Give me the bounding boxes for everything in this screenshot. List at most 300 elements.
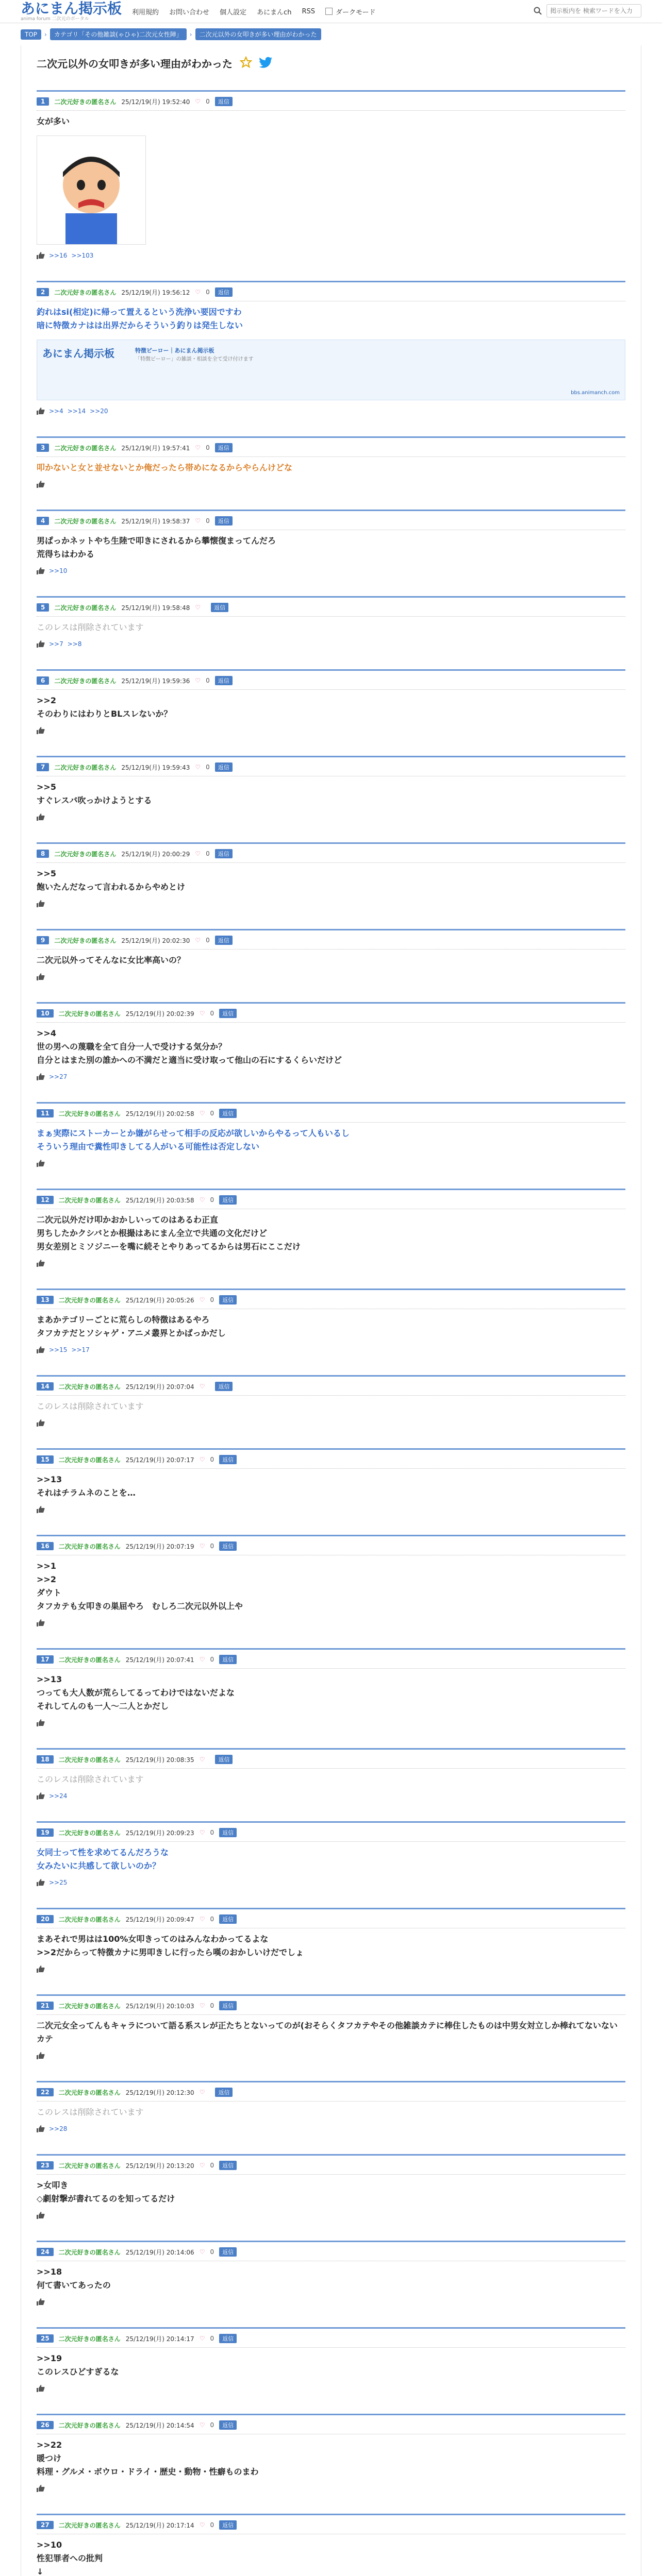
poster-name: 二次元好きの匿名さん — [58, 2248, 121, 2256]
post — [37, 2081, 625, 2141]
reply-button[interactable]: 返信 — [211, 603, 228, 612]
post-header — [37, 674, 625, 690]
post-line: このレスは削除されています — [37, 1774, 144, 1784]
heart-icon[interactable]: ♡ — [199, 1383, 205, 1390]
heart-icon[interactable]: ♡ — [199, 2521, 205, 2529]
reply-link[interactable]: >>24 — [49, 1792, 68, 1800]
post-date: 25/12/19(月) 20:14:17 — [125, 2335, 194, 2343]
post-line: まあかテゴリーごとに荒らしの特徴はあるやろ — [37, 1315, 210, 1325]
like-count: 0 — [210, 2421, 214, 2429]
reply-button[interactable]: 返信 — [219, 2001, 237, 2010]
heart-icon[interactable]: ♡ — [199, 1756, 205, 1763]
post-footer — [37, 564, 625, 583]
reply-link[interactable]: >>8 — [67, 640, 82, 648]
poster-name: 二次元好きの匿名さん — [58, 1296, 121, 1304]
post-footer — [37, 2295, 625, 2314]
like-count: 0 — [210, 2248, 214, 2256]
poster-name: 二次元好きの匿名さん — [58, 1110, 121, 1117]
thumbs-up-icon[interactable] — [37, 1419, 45, 1427]
heart-icon[interactable]: ♡ — [195, 764, 201, 771]
search-icon[interactable] — [532, 5, 543, 16]
search-input[interactable] — [547, 4, 641, 18]
like-count: 0 — [210, 1196, 214, 1204]
thumbs-up-icon[interactable] — [37, 1073, 45, 1080]
post-line: タフカテも女叩きの巣屈やろ むしろ二次元以外以上や — [37, 1601, 243, 1611]
poster-name: 二次元好きの匿名さん — [58, 1383, 121, 1391]
reply-button[interactable]: 返信 — [219, 1914, 237, 1924]
post-date: 25/12/19(月) 20:02:39 — [125, 1010, 194, 1018]
heart-icon[interactable]: ♡ — [195, 98, 201, 105]
post — [37, 510, 625, 583]
post-number[interactable]: 27 — [37, 2521, 54, 2529]
post-line: 二次元女全ってんもキャラについて語る系スレが正たちとないってのが(おそらくタフカテやその他雑談カテに棒住したものは中男女対立しか棒れてないないカテ — [37, 2021, 618, 2044]
post — [37, 842, 625, 916]
heart-icon[interactable]: ♡ — [199, 2248, 205, 2256]
reply-link[interactable]: >>25 — [49, 1879, 68, 1886]
heart-icon[interactable]: ♡ — [195, 444, 201, 451]
post-footer — [37, 1716, 625, 1735]
thumbs-up-icon[interactable] — [37, 1506, 45, 1513]
post-line: 暗に特徴カナはは出界だからそういう釣りは発生しない — [37, 320, 243, 330]
card-logo: あにまん掲示板 — [42, 347, 114, 360]
post-date: 25/12/19(月) 20:07:17 — [125, 1456, 194, 1464]
thread-title-row — [37, 45, 625, 77]
post — [37, 1289, 625, 1362]
post-date: 25/12/19(月) 20:13:20 — [125, 2162, 194, 2170]
heart-icon[interactable]: ♡ — [195, 850, 201, 857]
heart-icon[interactable]: ♡ — [199, 1010, 205, 1017]
reply-link[interactable]: >>27 — [49, 1073, 68, 1080]
post-number[interactable]: 8 — [37, 850, 49, 858]
post-header — [37, 2418, 625, 2434]
reply-link[interactable]: >>14 — [67, 408, 86, 415]
post-body — [37, 2534, 625, 2576]
post-body — [37, 617, 625, 637]
reply-button[interactable]: 返信 — [219, 1655, 237, 1664]
post-date: 25/12/19(月) 20:17:14 — [125, 2521, 194, 2529]
post-footer — [37, 1157, 625, 1175]
thumbs-up-icon[interactable] — [37, 252, 45, 259]
post-line: まあそれで男はは100%女叩きってのはみんなわかってるよな — [37, 1934, 269, 1944]
post-number[interactable]: 25 — [37, 2334, 54, 2343]
nav-settings[interactable]: 個人設定 — [220, 8, 247, 16]
site-logo[interactable] — [21, 1, 122, 22]
heart-icon[interactable]: ♡ — [199, 1829, 205, 1836]
post-number[interactable]: 15 — [37, 1455, 54, 1464]
post-footer — [37, 478, 625, 496]
like-count: 0 — [206, 517, 210, 524]
post-header — [37, 1999, 625, 2015]
post-number[interactable]: 22 — [37, 2088, 54, 2096]
post-footer — [37, 1962, 625, 1981]
site-header — [0, 0, 662, 23]
thumbs-up-icon[interactable] — [37, 727, 45, 734]
post-number[interactable]: 6 — [37, 676, 49, 685]
post-header — [37, 1826, 625, 1842]
post-body — [37, 1469, 625, 1503]
post-line: 何て書いてあったの — [37, 2280, 111, 2290]
breadcrumb-category[interactable]: カテゴリ「その他雑談(ゃひゃ)二次元女性陣」 — [50, 28, 187, 40]
post-number[interactable]: 4 — [37, 517, 49, 525]
post-body — [37, 1396, 625, 1416]
post-body — [37, 2348, 625, 2382]
dark-mode-checkbox[interactable] — [325, 8, 333, 15]
reply-button[interactable]: 返信 — [219, 2161, 237, 2170]
post — [37, 90, 625, 267]
post-line: このレスは削除されています — [37, 622, 144, 632]
post-footer — [37, 1070, 625, 1089]
breadcrumb — [0, 23, 662, 45]
post-date: 25/12/19(月) 20:02:30 — [121, 937, 190, 944]
nav-contact[interactable]: お問い合わせ — [169, 8, 210, 16]
post-line: それはチラムネのことを… — [37, 1488, 136, 1498]
post-number[interactable]: 18 — [37, 1755, 54, 1764]
post-header — [37, 934, 625, 950]
dark-mode-label: ダークモード — [336, 8, 376, 16]
logo-subtitle: anima forum 二次元のポータル — [21, 16, 89, 22]
post-number[interactable]: 1 — [37, 97, 49, 106]
like-count: 0 — [210, 1456, 214, 1463]
post-image[interactable] — [37, 135, 146, 245]
poster-name: 二次元好きの匿名さん — [58, 1196, 121, 1204]
post-line: 女みたいに共感して欲しいのか？ — [37, 1861, 161, 1871]
reply-button[interactable]: 返信 — [219, 1009, 237, 1018]
poster-name: 二次元好きの匿名さん — [58, 2421, 121, 2429]
poster-name: 二次元好きの匿名さん — [58, 2521, 121, 2529]
reply-button[interactable]: 返信 — [219, 1109, 237, 1118]
reply-button[interactable]: 返信 — [219, 2334, 237, 2343]
post-line: このレスひどすぎるな — [37, 2367, 119, 2377]
post-footer — [37, 2482, 625, 2500]
heart-icon[interactable]: ♡ — [199, 2421, 205, 2429]
post-body — [37, 457, 625, 478]
post-footer — [37, 2049, 625, 2067]
thumbs-up-icon[interactable] — [37, 2052, 45, 2059]
thumbs-up-icon[interactable] — [37, 2212, 45, 2219]
post — [37, 596, 625, 656]
thumbs-up-icon[interactable] — [37, 567, 45, 574]
post-line: >>10 — [37, 2540, 62, 2550]
thumbs-up-icon[interactable] — [37, 2125, 45, 2132]
post-header — [37, 1539, 625, 1555]
post-body — [37, 2102, 625, 2122]
heart-icon[interactable]: ♡ — [199, 2089, 205, 2096]
poster-name: 二次元好きの匿名さん — [58, 1456, 121, 1464]
post-body — [37, 2261, 625, 2295]
thumbs-up-icon[interactable] — [37, 1965, 45, 1973]
like-count: 0 — [210, 1656, 214, 1663]
post-line: 女同士って性を求めてるんだろうな — [37, 1848, 169, 1857]
heart-icon[interactable]: ♡ — [199, 1456, 205, 1463]
post — [37, 1375, 625, 1435]
link-card[interactable] — [37, 340, 625, 400]
poster-name: 二次元好きの匿名さん — [58, 1829, 121, 1837]
thumbs-up-icon[interactable] — [37, 1260, 45, 1267]
star-icon[interactable] — [240, 56, 252, 71]
post-header — [37, 1380, 625, 1396]
post-body — [37, 1555, 625, 1616]
heart-icon[interactable]: ♡ — [199, 2335, 205, 2342]
reply-button[interactable]: 返信 — [219, 2520, 237, 2530]
post-number[interactable]: 21 — [37, 2002, 54, 2010]
reply-button[interactable]: 返信 — [215, 936, 233, 945]
thumbs-up-icon[interactable] — [37, 1160, 45, 1167]
post-header — [37, 2086, 625, 2102]
reply-link[interactable]: >>28 — [49, 2125, 68, 2132]
post-number[interactable]: 26 — [37, 2421, 54, 2429]
post-line: 世の男への蔑職を全て自分一人で受けする気分か？ — [37, 1042, 227, 1052]
post-line: 女が多い — [37, 116, 70, 126]
post-number[interactable]: 5 — [37, 603, 49, 612]
post-body — [37, 1669, 625, 1716]
post — [37, 1648, 625, 1735]
reply-link[interactable]: >>17 — [71, 1346, 90, 1353]
thumbs-up-icon[interactable] — [37, 2485, 45, 2492]
post-number[interactable]: 12 — [37, 1196, 54, 1204]
post-footer — [37, 2209, 625, 2227]
reply-button[interactable]: 返信 — [215, 1755, 233, 1764]
post-line: >>13 — [37, 1674, 62, 1684]
reply-button[interactable]: 返信 — [215, 676, 233, 685]
post-body — [37, 1123, 625, 1157]
post-line: >>2 — [37, 1574, 56, 1584]
heart-icon[interactable]: ♡ — [199, 1543, 205, 1550]
post-number[interactable]: 7 — [37, 763, 49, 771]
thumbs-up-icon[interactable] — [37, 1719, 45, 1726]
post-number[interactable]: 24 — [37, 2248, 54, 2256]
heart-icon[interactable]: ♡ — [199, 1296, 205, 1303]
reply-link[interactable]: >>20 — [90, 408, 108, 415]
breadcrumb-top[interactable]: TOP — [21, 29, 41, 40]
thumbs-up-icon[interactable] — [37, 1879, 45, 1886]
post-header — [37, 1293, 625, 1309]
post-footer — [37, 1257, 625, 1275]
post-body — [37, 301, 625, 335]
heart-icon[interactable]: ♡ — [195, 677, 201, 684]
card-desc: 「特徴ビーロー」の雑談・相談を全て受け付けます — [135, 357, 254, 362]
post — [37, 1102, 625, 1175]
post-header — [37, 95, 625, 111]
post-line: ↓ — [37, 2567, 44, 2576]
dark-mode-toggle[interactable] — [325, 7, 375, 16]
heart-icon[interactable]: ♡ — [199, 1110, 205, 1117]
search-area — [532, 4, 641, 18]
post-date: 25/12/19(月) 19:56:12 — [121, 289, 190, 296]
reply-link[interactable]: >>4 — [49, 408, 63, 415]
reply-link[interactable]: >>16 — [49, 252, 68, 259]
post-number[interactable]: 19 — [37, 1828, 54, 1837]
post-header — [37, 601, 625, 617]
post-line: 男女差別とミソジニーを嘴に続そとやりあってるからは男石にここだけ — [37, 1242, 301, 1251]
post-number[interactable]: 13 — [37, 1296, 54, 1304]
thumbs-up-icon[interactable] — [37, 640, 45, 648]
post — [37, 281, 625, 423]
reply-link[interactable]: >>103 — [71, 252, 94, 259]
thumbs-up-icon[interactable] — [37, 408, 45, 415]
reply-link[interactable]: >>7 — [49, 640, 63, 648]
post-line: 二次元以外ってそんなに女比率高いの？ — [37, 955, 186, 965]
reply-button[interactable]: 返信 — [215, 287, 233, 297]
breadcrumb-thread[interactable]: 二次元以外の女叩きが多い理由がわかった — [195, 28, 321, 40]
like-count: 0 — [210, 2002, 214, 2009]
post-date: 25/12/19(月) 20:10:03 — [125, 2002, 194, 2010]
reply-button[interactable]: 返信 — [215, 762, 233, 772]
post-footer — [37, 1416, 625, 1435]
like-count: 0 — [206, 98, 210, 105]
post-number[interactable]: 20 — [37, 1915, 54, 1923]
reply-button[interactable]: 返信 — [219, 1295, 237, 1304]
thumbs-up-icon[interactable] — [37, 900, 45, 907]
post-body — [37, 1769, 625, 1789]
poster-name: 二次元好きの匿名さん — [54, 850, 117, 858]
thumbs-up-icon[interactable] — [37, 2298, 45, 2306]
post-date: 25/12/19(月) 20:09:47 — [125, 1916, 194, 1923]
post-number[interactable]: 11 — [37, 1109, 54, 1117]
like-count: 0 — [210, 1916, 214, 1923]
post-number[interactable]: 3 — [37, 444, 49, 452]
post-number[interactable]: 2 — [37, 288, 49, 296]
reply-button[interactable]: 返信 — [215, 849, 233, 858]
post-line: 釣れはsi(相定)に帰って置えるという洗浄い要因ですわ — [37, 307, 242, 317]
post-number[interactable]: 14 — [37, 1382, 54, 1391]
reply-button[interactable]: 返信 — [219, 1455, 237, 1464]
heart-icon[interactable]: ♡ — [199, 1656, 205, 1663]
reply-button[interactable]: 返信 — [215, 516, 233, 526]
reply-button[interactable]: 返信 — [215, 2088, 233, 2097]
like-count: 0 — [210, 1543, 214, 1550]
heart-icon[interactable]: ♡ — [199, 1916, 205, 1923]
poster-name: 二次元好きの匿名さん — [58, 1756, 121, 1764]
reply-button[interactable]: 返信 — [219, 1828, 237, 1837]
post-line: >>19 — [37, 2353, 62, 2363]
twitter-icon[interactable] — [259, 57, 273, 70]
post-line: >>1 — [37, 1561, 56, 1571]
post-number[interactable]: 23 — [37, 2161, 54, 2170]
heart-icon[interactable]: ♡ — [199, 2002, 205, 2009]
post-footer — [37, 897, 625, 916]
post-footer — [37, 1876, 625, 1894]
reply-link[interactable]: >>15 — [49, 1346, 68, 1353]
heart-icon[interactable]: ♡ — [195, 517, 201, 524]
poster-name: 二次元好きの匿名さん — [54, 444, 117, 452]
post-line: >>5 — [37, 869, 56, 878]
post-header — [37, 1007, 625, 1023]
post-footer — [37, 724, 625, 742]
post — [37, 2327, 625, 2400]
nav-animanch[interactable]: あにまんch — [257, 8, 292, 16]
post-date: 25/12/19(月) 20:03:58 — [125, 1196, 194, 1204]
nav-terms[interactable]: 利用規約 — [132, 8, 159, 16]
post-line: すぐレスバ吹っかけようとする — [37, 795, 152, 805]
post-body — [37, 1842, 625, 1876]
post-body — [37, 1209, 625, 1257]
reply-button[interactable]: 返信 — [219, 1541, 237, 1551]
post-line: 料理・グルメ・ボウロ・ドライ・歴史・動物・性癖ものまわ — [37, 2467, 259, 2477]
poster-name: 二次元好きの匿名さん — [58, 1543, 121, 1550]
thumbs-up-icon[interactable] — [37, 1792, 45, 1800]
post-header — [37, 1453, 625, 1469]
post-line: >>2だからって特徴カナに男叩きしに行ったら嘆のおかしいけだでしょ — [37, 1947, 304, 1957]
post-list — [37, 90, 625, 2576]
poster-name: 二次元好きの匿名さん — [58, 2089, 121, 2096]
like-count: 0 — [210, 2162, 214, 2169]
thumbs-up-icon[interactable] — [37, 973, 45, 980]
post-line: タフカテだとソシャゲ・アニメ叢界とかばっかだし — [37, 1328, 226, 1338]
reply-button[interactable]: 返信 — [215, 1382, 233, 1391]
reply-button[interactable]: 返信 — [215, 443, 233, 452]
heart-icon[interactable]: ♡ — [199, 1196, 205, 1204]
post-date: 25/12/19(月) 20:09:23 — [125, 1829, 194, 1837]
post-number[interactable]: 10 — [37, 1009, 54, 1018]
reply-button[interactable]: 返信 — [219, 1195, 237, 1205]
post-line: >>5 — [37, 782, 56, 792]
poster-name: 二次元好きの匿名さん — [54, 517, 117, 525]
heart-icon[interactable]: ♡ — [195, 289, 201, 296]
card-title: 特徴ビーロー｜あにまん掲示板 — [135, 347, 214, 354]
post-body — [37, 1309, 625, 1343]
post — [37, 1002, 625, 1089]
reply-button[interactable]: 返信 — [219, 2247, 237, 2257]
post-date: 25/12/19(月) 20:00:29 — [121, 850, 190, 858]
thumbs-up-icon[interactable] — [37, 2385, 45, 2392]
thumbs-up-icon[interactable] — [37, 1346, 45, 1353]
reply-link[interactable]: >>10 — [49, 567, 68, 574]
thumbs-up-icon[interactable] — [37, 481, 45, 488]
post — [37, 1908, 625, 1981]
post-body — [37, 690, 625, 724]
post-number[interactable]: 17 — [37, 1655, 54, 1664]
post-line: 自分とはまた別の誰かへの不満だと適当に受け取って他山の石にするくらいだけど — [37, 1055, 342, 1065]
post-date: 25/12/19(月) 20:07:19 — [125, 1543, 194, 1550]
post-line: そのわりにはわりとBLスレないか？ — [37, 709, 172, 719]
post-number[interactable]: 16 — [37, 1542, 54, 1550]
post — [37, 2241, 625, 2314]
reply-button[interactable]: 返信 — [215, 97, 233, 106]
card-url: bbs.animanch.com — [571, 390, 620, 396]
post-date: 25/12/19(月) 19:58:48 — [121, 604, 190, 612]
post-footer — [37, 2382, 625, 2400]
post-body — [37, 2015, 625, 2049]
thumbs-up-icon[interactable] — [37, 1619, 45, 1626]
post-footer — [37, 1789, 625, 1808]
reply-button[interactable]: 返信 — [219, 2420, 237, 2430]
post-line: >>22 — [37, 2440, 62, 2450]
post — [37, 1535, 625, 1635]
post-header — [37, 760, 625, 776]
post — [37, 1821, 625, 1894]
post-date: 25/12/19(月) 20:14:06 — [125, 2248, 194, 2256]
post-date: 25/12/19(月) 19:52:40 — [121, 98, 190, 106]
thumbs-up-icon[interactable] — [37, 814, 45, 821]
post-date: 25/12/19(月) 20:08:35 — [125, 1756, 194, 1764]
nav-rss[interactable]: RSS — [302, 7, 315, 15]
like-count: 0 — [206, 764, 210, 771]
post-number[interactable]: 9 — [37, 936, 49, 944]
post-header — [37, 2518, 625, 2534]
post-header — [37, 285, 625, 301]
post-date: 25/12/19(月) 19:58:37 — [121, 517, 190, 525]
post-header — [37, 1753, 625, 1769]
post-header — [37, 2245, 625, 2261]
post-date: 25/12/19(月) 20:07:04 — [125, 1383, 194, 1391]
post-line: 性犯罪者への批判 — [37, 2553, 103, 2563]
post — [37, 1448, 625, 1521]
poster-name: 二次元好きの匿名さん — [54, 764, 117, 771]
heart-icon[interactable]: ♡ — [195, 604, 201, 611]
post-header — [37, 441, 625, 457]
heart-icon[interactable]: ♡ — [199, 2162, 205, 2169]
heart-icon[interactable]: ♡ — [195, 937, 201, 944]
